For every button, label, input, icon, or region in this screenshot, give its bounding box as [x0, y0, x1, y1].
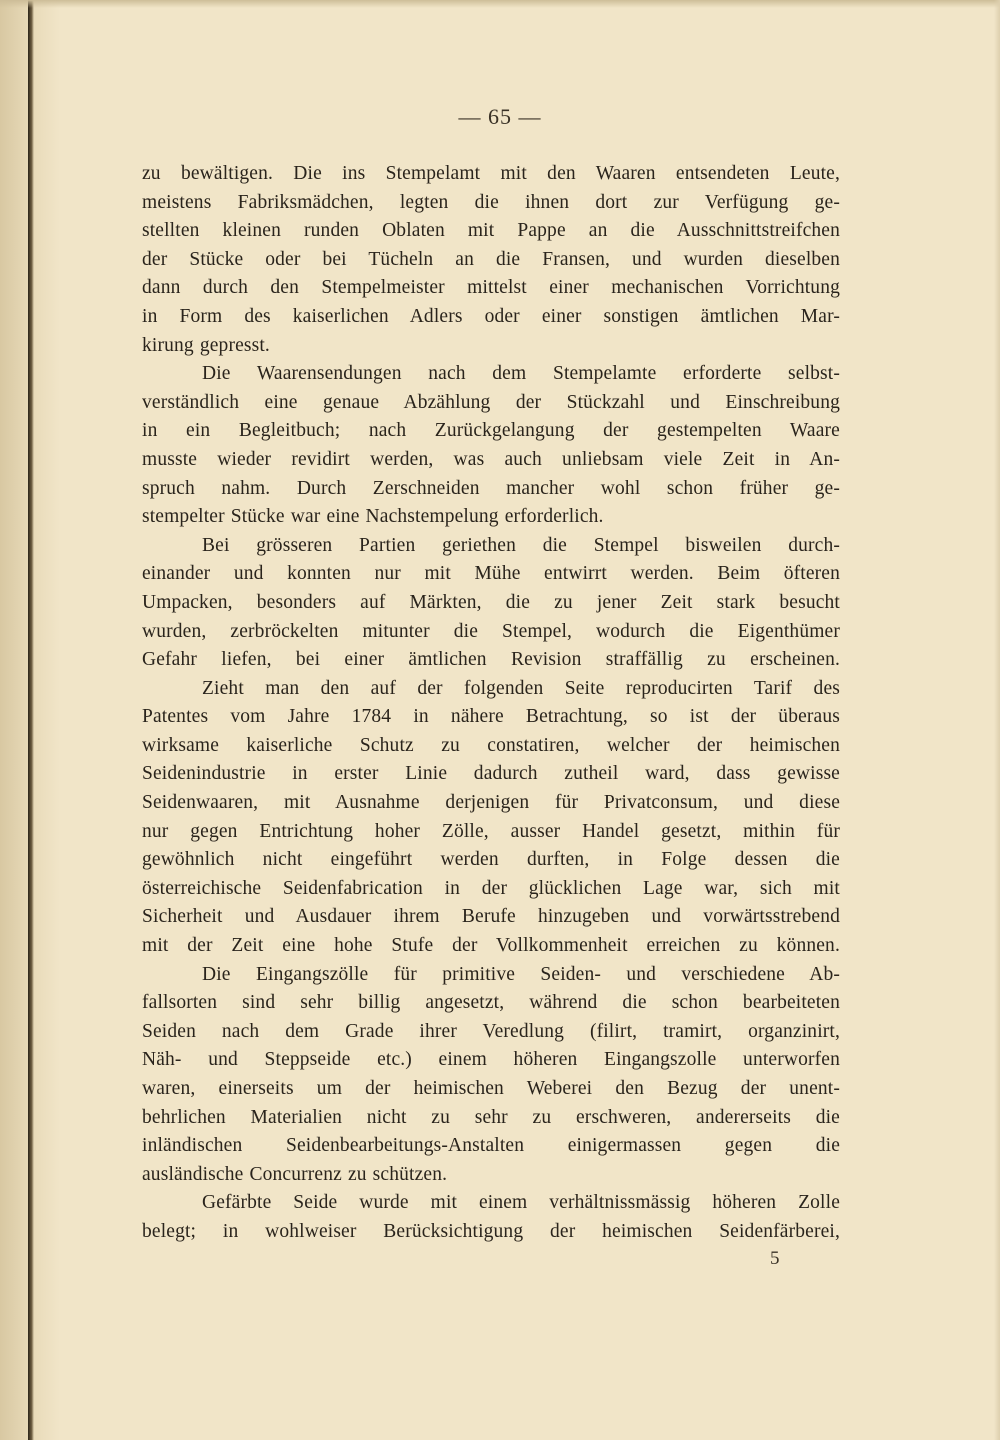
- text-line: in Form des kaiserlichen Adlers oder einer sonstigen ämtlichen Mar-: [142, 305, 840, 327]
- text-line: meistens Fabriksmädchen, legten die ihnen dort zur Verfügung ge-: [142, 191, 840, 213]
- text-line: Patentes vom Jahre 1784 in nähere Betrachtung, so ist der überaus: [142, 706, 840, 728]
- text-line: musste wieder revidirt werden, was auch unliebsam viele Zeit in An-: [142, 448, 840, 470]
- signature-mark: 5: [770, 1248, 780, 1269]
- text-line: stempelter Stücke war eine Nachstempelung erforderlich.: [142, 506, 604, 528]
- right-page-edge: [994, 0, 1000, 1440]
- text-line: zu bewältigen. Die ins Stempelamt mit den Waaren entsendeten Leute,: [142, 163, 840, 184]
- text-line: Näh- und Steppseide etc.) einem höheren Eingangszolle unterworfen: [142, 1049, 840, 1071]
- text-line: Gefärbte Seide wurde mit einem verhältnissmässig höheren Zolle: [202, 1192, 840, 1214]
- text-line: Sicherheit und Ausdauer ihrem Berufe hinzugeben und vorwärtsstrebend: [142, 906, 840, 928]
- text-line: Gefahr liefen, bei einer ämtlichen Revision straffällig zu erscheinen.: [142, 649, 840, 671]
- text-line: einander und konnten nur mit Mühe entwirrt werden. Beim öfteren: [142, 563, 840, 585]
- text-line: verständlich eine genaue Abzählung der Stückzahl und Einschreibung: [142, 391, 840, 413]
- text-line: der Stücke oder bei Tücheln an die Fransen, und wurden dieselben: [142, 248, 840, 270]
- text-line: kirung gepresst.: [142, 334, 270, 356]
- text-line: Seiden nach dem Grade ihrer Veredlung (filirt, tramirt, organzinirt,: [142, 1020, 840, 1042]
- binding-edge: [28, 0, 34, 1440]
- text-line: waren, einerseits um der heimischen Weberei den Bezug der unent-: [142, 1078, 840, 1099]
- text-line: nur gegen Entrichtung hoher Zölle, ausser Handel gesetzt, mithin für: [142, 820, 840, 842]
- text-line: behrlichen Materialien nicht zu sehr zu erschweren, andererseits die: [142, 1106, 840, 1128]
- text-line: Seidenwaaren, mit Ausnahme derjenigen für Privatconsum, und diese: [142, 792, 840, 814]
- text-line: wirksame kaiserliche Schutz zu constatiren, welcher der heimischen: [142, 734, 840, 756]
- text-line: gewöhnlich nicht eingeführt werden durften, in Folge dessen die: [142, 849, 840, 871]
- body-text: [142, 160, 840, 1247]
- text-line: Seidenindustrie in erster Linie dadurch zutheil ward, dass gewisse: [142, 763, 840, 785]
- text-line: Die Eingangszölle für primitive Seiden- und verschiedene Ab-: [202, 963, 840, 985]
- text-line: inländischen Seidenbearbeitungs-Anstalten einigermassen gegen die: [142, 1135, 840, 1157]
- text-line: mit der Zeit eine hohe Stufe der Vollkommenheit erreichen zu können.: [142, 935, 840, 957]
- text-line: in ein Begleitbuch; nach Zurückgelangung der gestempelten Waare: [142, 420, 840, 442]
- text-line: dann durch den Stempelmeister mittelst einer mechanischen Vorrichtung: [142, 277, 840, 299]
- text-line: Bei grösseren Partien geriethen die Stempel bisweilen durch-: [202, 534, 840, 556]
- text-line: ausländische Concurrenz zu schützen.: [142, 1163, 448, 1185]
- top-page-edge: [0, 0, 1000, 8]
- text-line: fallsorten sind sehr billig angesetzt, während die schon bearbeiteten: [142, 992, 840, 1014]
- text-line: stellten kleinen runden Oblaten mit Pappe an die Ausschnittstreifchen: [142, 220, 840, 242]
- text-line: Die Waarensendungen nach dem Stempelamte erforderte selbst-: [202, 363, 840, 385]
- text-line: österreichische Seidenfabrication in der glücklichen Lage war, sich mit: [142, 877, 840, 899]
- text-line: Umpacken, besonders auf Märkten, die zu jener Zeit stark besucht: [142, 591, 840, 613]
- text-line: Zieht man den auf der folgenden Seite reproducirten Tarif des: [202, 677, 840, 699]
- page-number: — 65 —: [458, 104, 542, 129]
- text-line: spruch nahm. Durch Zerschneiden mancher wohl schon früher ge-: [142, 477, 840, 499]
- text-line: wurden, zerbröckelten mitunter die Stempel, wodurch die Eigenthümer: [142, 620, 840, 642]
- text-line: belegt; in wohlweiser Berücksichtigung der heimischen Seidenfärberei,: [142, 1220, 840, 1242]
